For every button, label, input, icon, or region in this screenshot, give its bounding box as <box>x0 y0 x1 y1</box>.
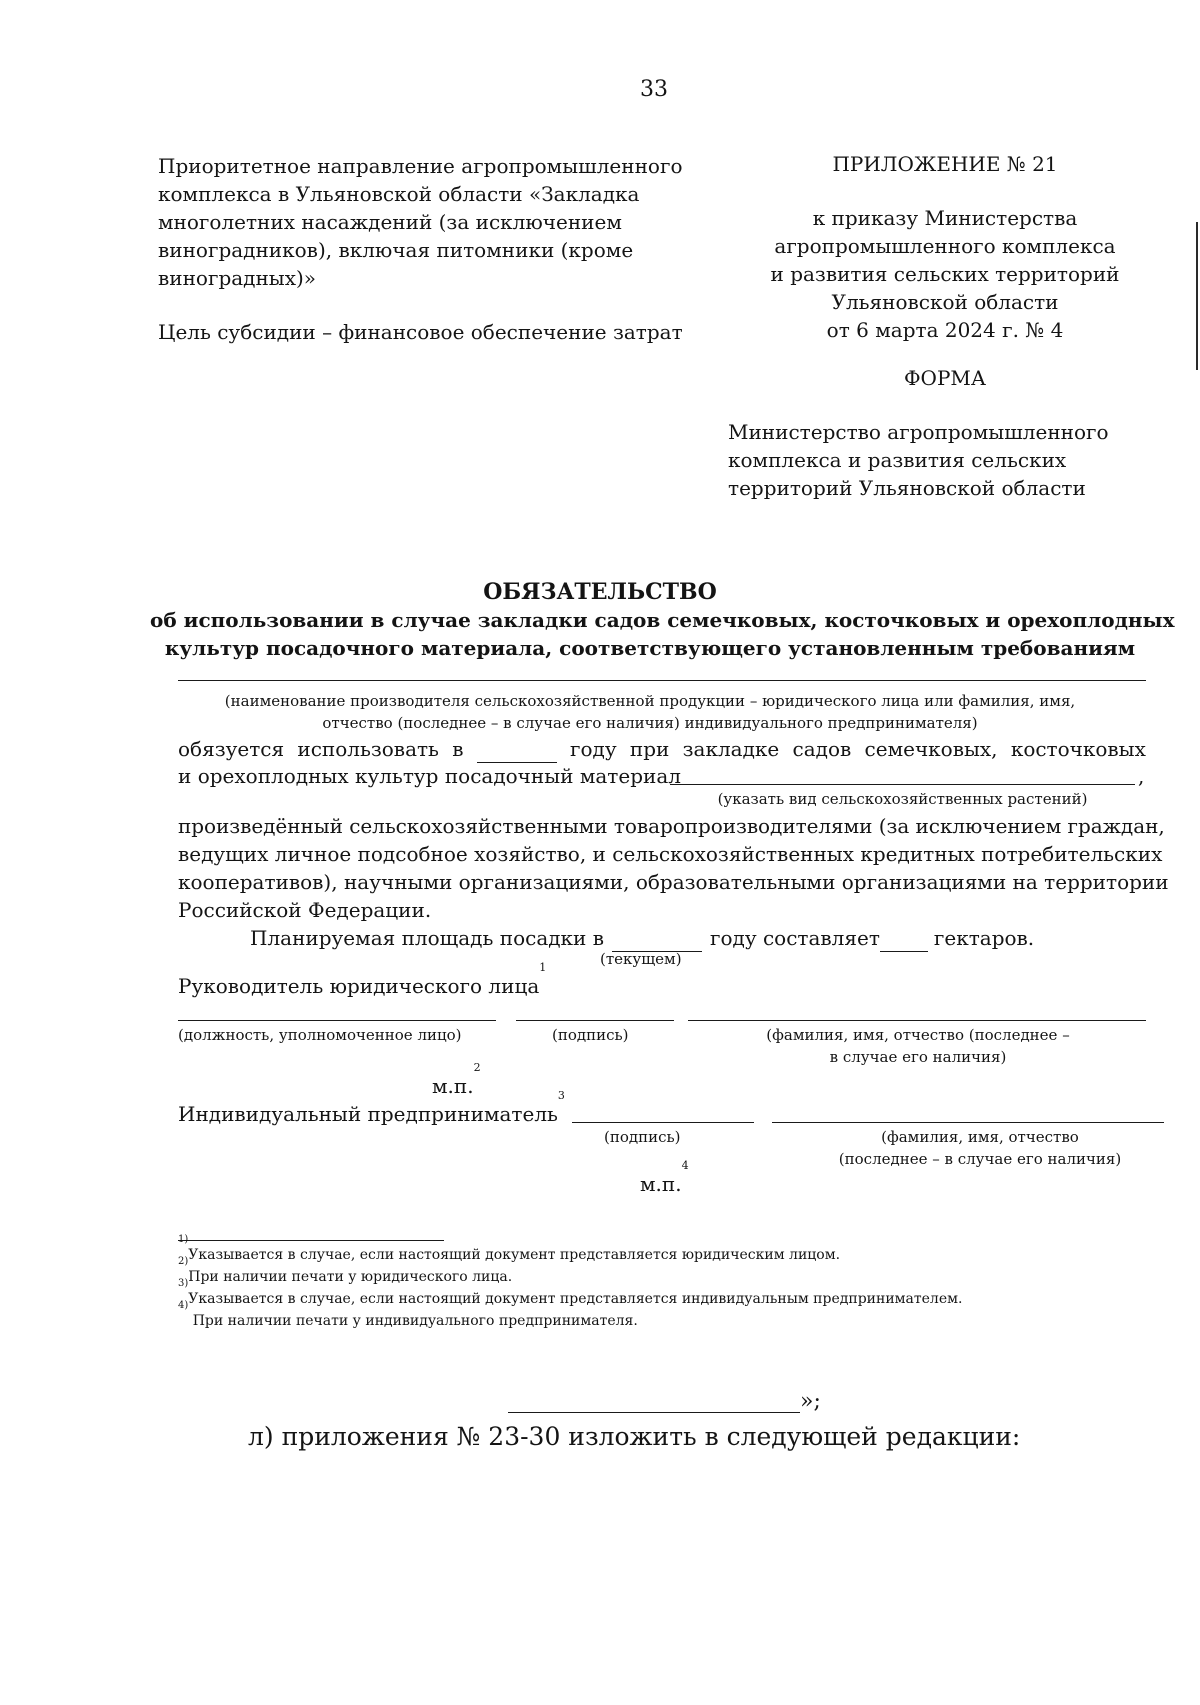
priority-direction-line: виноградников), включая питомники (кроме <box>158 238 634 262</box>
producer-name-field[interactable] <box>178 680 1146 681</box>
obligation-word: косточковых <box>1010 737 1146 761</box>
produced-paragraph <box>178 812 1169 896</box>
footnote-text: Указывается в случае, если настоящий документ представляется индивидуальным предпринимателем. <box>188 1291 963 1307</box>
name-caption-line: в случае его наличия) <box>829 1048 1007 1066</box>
ie-label-text: Индивидуальный предприниматель <box>178 1102 558 1126</box>
comma: , <box>1138 764 1145 788</box>
obligation-word: закладке <box>682 737 780 761</box>
priority-direction-line: многолетних насаждений (за исключением <box>158 210 622 234</box>
stamp-place-1 <box>432 1061 481 1100</box>
scan-edge-mark <box>1196 222 1198 370</box>
position-field[interactable] <box>178 1020 496 1021</box>
addressee <box>728 418 1148 502</box>
appendix-line: к приказу Министерства <box>812 206 1078 230</box>
ie-name-caption-line: (фамилия, имя, отчество <box>881 1128 1079 1146</box>
obligation-word: году <box>570 737 617 761</box>
planned-middle: году составляет <box>710 926 880 950</box>
document-subtitle-line2: культур посадочного материала, соответствующего установленным требованиям <box>164 636 1136 660</box>
planned-suffix: гектаров. <box>933 926 1035 950</box>
hectares-field[interactable] <box>880 929 928 952</box>
footnote-text: При наличии печати у индивидуального предпринимателя. <box>188 1313 638 1329</box>
footnote-text: Указывается в случае, если настоящий документ представляется юридическим лицом. <box>188 1247 841 1263</box>
footnote-ref: 3 <box>557 1089 565 1102</box>
ie-name-field[interactable] <box>772 1122 1164 1123</box>
footnote <box>178 1256 1178 1288</box>
name-caption-line: (фамилия, имя, отчество (последнее – <box>766 1026 1070 1044</box>
current-caption: (текущем) <box>600 950 682 968</box>
stamp-place-2 <box>640 1159 689 1198</box>
appendix-line: Ульяновской области <box>831 290 1059 314</box>
priority-direction-line: Приоритетное направление агропромышленного <box>158 154 683 178</box>
footnote-ref: 2 <box>473 1061 481 1074</box>
producer-caption-line2: отчество (последнее – в случае его наличия) индивидуального предпринимателя) <box>322 714 978 732</box>
footnote <box>178 1234 1178 1266</box>
addressee-line: комплекса и развития сельских <box>728 448 1067 472</box>
ie-label <box>178 1089 565 1128</box>
ie-name-caption-line: (последнее – в случае его наличия) <box>838 1150 1122 1168</box>
stamp-label: м.п. <box>432 1074 474 1098</box>
obligation-word: обязуется <box>178 737 285 761</box>
material-line: и орехоплодных культур посадочный материал <box>178 764 681 788</box>
head-name-field[interactable] <box>688 1020 1146 1021</box>
crop-type-field[interactable] <box>670 784 1135 785</box>
obligation-word: садов <box>792 737 852 761</box>
obligation-word: семечковых, <box>864 737 998 761</box>
obligation-word: при <box>629 737 670 761</box>
ie-name-caption <box>790 1126 1170 1170</box>
head-signature-field[interactable] <box>516 1020 674 1021</box>
producer-caption-line1: (наименование производителя сельскохозяйственной продукции – юридического лица или фамилия, имя, <box>224 692 1076 710</box>
footnote-mark: 3) <box>178 1278 189 1289</box>
footnote-mark: 2) <box>178 1256 189 1267</box>
priority-direction-line: виноградных)» <box>158 266 317 290</box>
ie-signature-caption: (подпись) <box>604 1128 681 1146</box>
appendix-line: и развития сельских территорий <box>770 262 1120 286</box>
closing-line <box>508 1412 800 1413</box>
crop-caption: (указать вид сельскохозяйственных растений) <box>717 790 1088 808</box>
signature-caption: (подпись) <box>552 1026 629 1044</box>
head-label <box>178 961 547 1000</box>
document-title: ОБЯЗАТЕЛЬСТВО <box>483 579 717 605</box>
footnote <box>178 1300 1178 1332</box>
footnote-mark: 4) <box>178 1300 189 1311</box>
name-caption <box>728 1024 1108 1068</box>
obligation-line <box>178 735 1146 763</box>
produced-last-line: Российской Федерации. <box>178 898 432 922</box>
closing-mark: »; <box>800 1389 821 1414</box>
footnote-mark: 1) <box>178 1234 189 1245</box>
appendix-title: ПРИЛОЖЕНИЕ № 21 <box>832 152 1058 176</box>
appendix-reference <box>745 204 1145 344</box>
position-caption: (должность, уполномоченное лицо) <box>178 1026 462 1044</box>
produced-line: ведущих личное подсобное хозяйство, и сельскохозяйственных кредитных потребительских <box>178 842 1163 866</box>
footnote-text: При наличии печати у юридического лица. <box>188 1269 513 1285</box>
obligation-word: в <box>452 737 464 761</box>
footnote-ref: 4 <box>681 1159 689 1172</box>
footnotes <box>178 1234 1178 1332</box>
footnote-separator <box>178 1240 444 1241</box>
final-instruction: л) приложения № 23-30 изложить в следующей редакции: <box>248 1422 1021 1451</box>
subsidy-purpose: Цель субсидии – финансовое обеспечение затрат <box>158 320 683 344</box>
appendix-line: от 6 марта 2024 г. № 4 <box>826 318 1064 342</box>
produced-line: кооперативов), научными организациями, образовательными организациями на территории <box>178 870 1169 894</box>
obligation-word: использовать <box>297 737 439 761</box>
priority-direction <box>158 152 698 292</box>
addressee-line: Министерство агропромышленного <box>728 420 1109 444</box>
addressee-line: территорий Ульяновской области <box>728 476 1086 500</box>
ie-signature-field[interactable] <box>572 1122 754 1123</box>
appendix-line: агропромышленного комплекса <box>774 234 1116 258</box>
document-subtitle-line1: об использовании в случае закладки садов семечковых, косточковых и орехоплодных <box>150 608 1175 632</box>
priority-direction-line: комплекса в Ульяновской области «Закладка <box>158 182 640 206</box>
planned-prefix: Планируемая площадь посадки в <box>250 926 605 950</box>
head-label-text: Руководитель юридического лица <box>178 974 540 998</box>
form-label: ФОРМА <box>903 366 987 390</box>
footnote-ref: 1 <box>539 961 547 974</box>
produced-line: произведённый сельскохозяйственными товаропроизводителями (за исключением граждан, <box>178 814 1165 838</box>
page-number: 33 <box>640 77 668 102</box>
footnote <box>178 1278 1178 1310</box>
stamp-label: м.п. <box>640 1172 682 1196</box>
year-field[interactable] <box>477 740 557 763</box>
